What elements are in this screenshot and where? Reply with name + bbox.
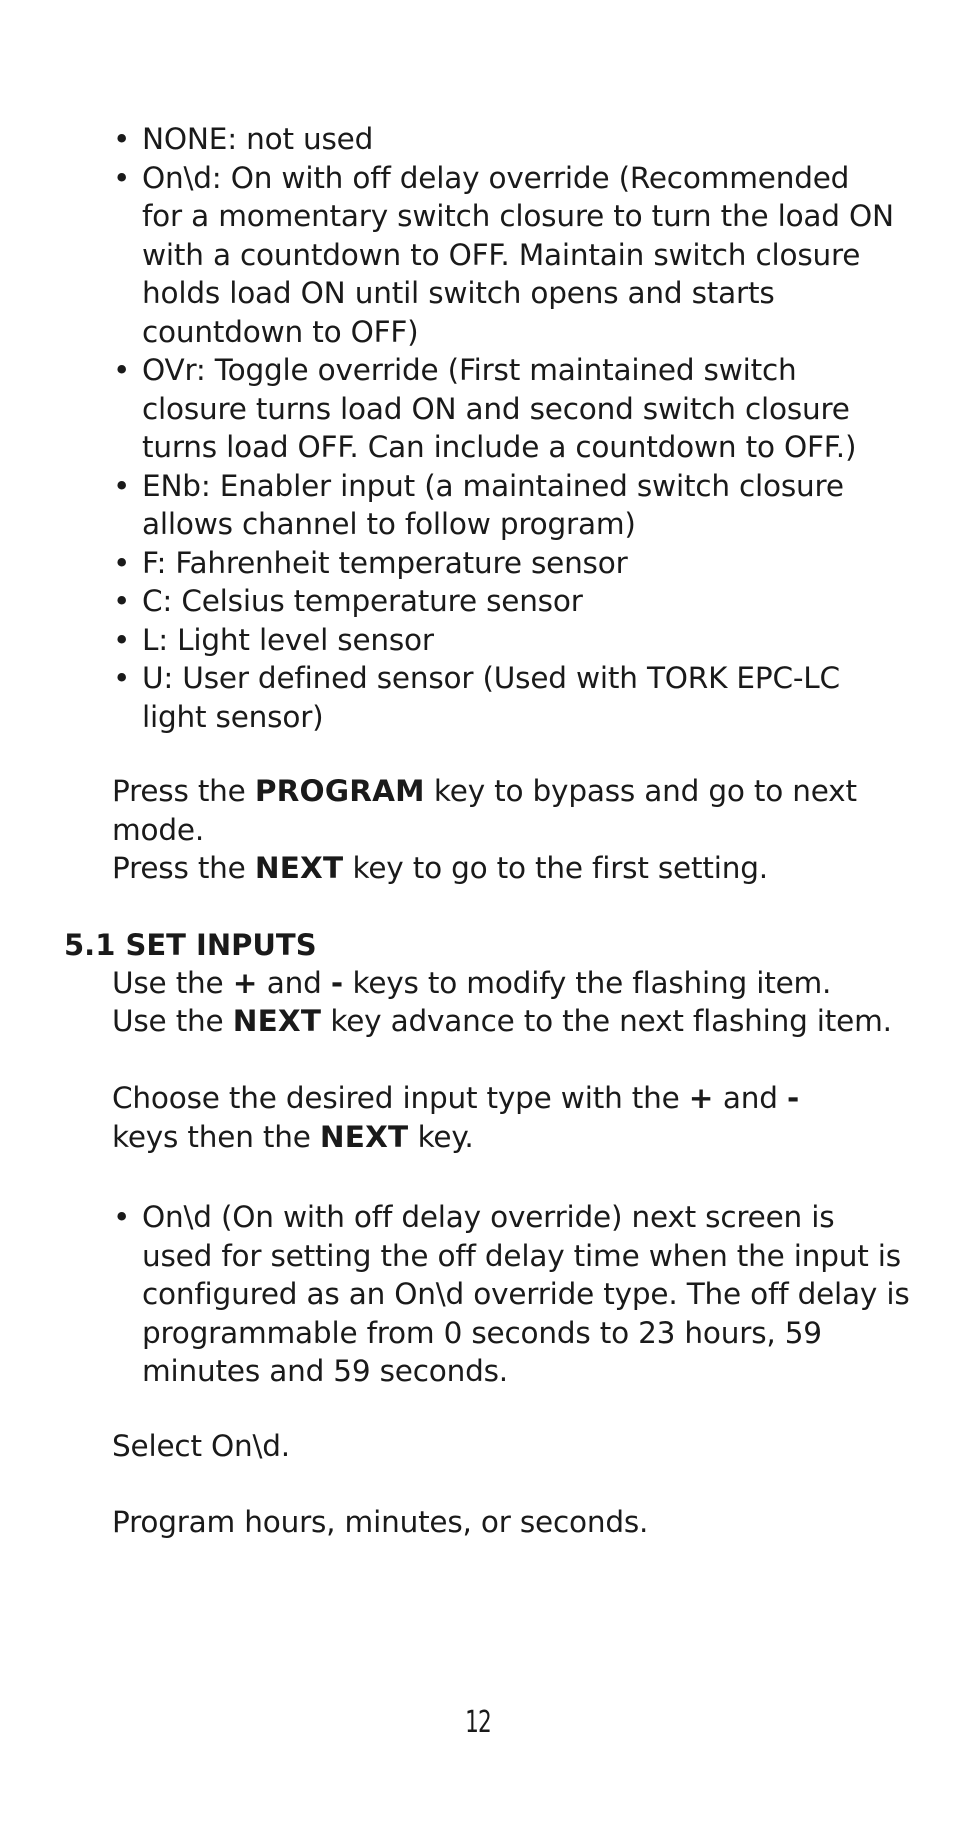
list-item <box>113 120 903 159</box>
list-item <box>113 659 903 736</box>
text-span: Use the <box>112 1004 233 1038</box>
program-instruction: Program hours, minutes, or seconds. <box>112 1505 649 1539</box>
list-item-text: C: Celsius temperature sensor <box>142 584 583 618</box>
bullet-dot: • <box>113 622 131 657</box>
list-item <box>113 351 903 467</box>
bullet-dot: • <box>113 545 131 580</box>
next-key-label: NEXT <box>232 1004 322 1038</box>
input-type-list <box>113 120 903 736</box>
minus-key-symbol: - <box>330 966 344 1000</box>
bullet-dot: • <box>113 353 131 387</box>
list-item-text: On\d (On with off delay override) next screen is used for setting the off delay time when the input is configured as an On\d override type. The off delay is programmable from 0 seconds to 23 hours, 59 minutes and 59 seconds. <box>142 1200 910 1388</box>
text-span: and <box>713 1081 787 1115</box>
plus-key-symbol: + <box>232 966 258 1000</box>
list-item <box>113 1198 913 1391</box>
text-span: Press the <box>112 774 255 808</box>
list-item <box>113 621 903 660</box>
select-instruction: Select On\d. <box>112 1429 290 1463</box>
minus-key-symbol: - <box>786 1081 800 1115</box>
program-key-label: PROGRAM <box>254 774 425 808</box>
program-key-paragraph <box>112 772 872 849</box>
next-key-label: NEXT <box>319 1119 409 1154</box>
list-item <box>113 544 903 583</box>
list-item-text: ENb: Enabler input (a maintained switch closure allows channel to follow program) <box>142 468 844 541</box>
list-item <box>113 467 862 544</box>
text-span: Choose the desired input type with the <box>112 1081 689 1115</box>
bullet-dot: • <box>113 122 131 156</box>
list-item-text: On\d: On with off delay override (Recommended for a momentary switch closure to turn the load ON with a countdown to OFF. Maintain switch closure holds load ON until switch opens and starts countdown to OFF) <box>142 160 894 349</box>
list-item <box>113 159 897 352</box>
text-span: keys to modify the flashing item. <box>343 966 832 1000</box>
bullet-dot: • <box>113 160 131 195</box>
ond-info-list <box>113 1198 913 1391</box>
text-span: key to bypass and go to next mode. <box>112 774 857 847</box>
choose-instruction <box>112 1079 852 1156</box>
bullet-dot: • <box>113 1200 131 1234</box>
text-span: keys then the <box>112 1119 320 1154</box>
next-key-label: NEXT <box>254 851 344 885</box>
list-item <box>113 582 903 621</box>
list-item-text: NONE: not used <box>142 122 374 156</box>
text-span: and <box>257 966 331 1000</box>
page-number: 12 <box>465 1705 491 1740</box>
text-span: key advance to the next flashing item. <box>321 1004 892 1038</box>
text-span: key. <box>408 1119 474 1154</box>
plus-key-symbol: + <box>688 1081 714 1115</box>
modify-instruction <box>112 964 912 1003</box>
list-item-text: F: Fahrenheit temperature sensor <box>142 545 628 580</box>
text-span: Press the <box>112 851 255 885</box>
next-key-paragraph <box>112 849 912 888</box>
bullet-dot: • <box>113 584 131 618</box>
list-item-text: U: User defined sensor (Used with TORK EPC-LC light sensor) <box>142 661 840 734</box>
bullet-dot: • <box>113 661 131 695</box>
list-item-text: L: Light level sensor <box>142 622 434 657</box>
advance-instruction <box>112 1002 912 1041</box>
text-span: key to go to the first setting. <box>343 851 768 885</box>
list-item-text: OVr: Toggle override (First maintained switch closure turns load ON and second switch closure turns load OFF. Can include a countdown to OFF.) <box>142 353 857 464</box>
text-span: Use the <box>112 966 233 1000</box>
bullet-dot: • <box>113 468 131 503</box>
section-heading: 5.1 SET INPUTS <box>64 928 317 962</box>
